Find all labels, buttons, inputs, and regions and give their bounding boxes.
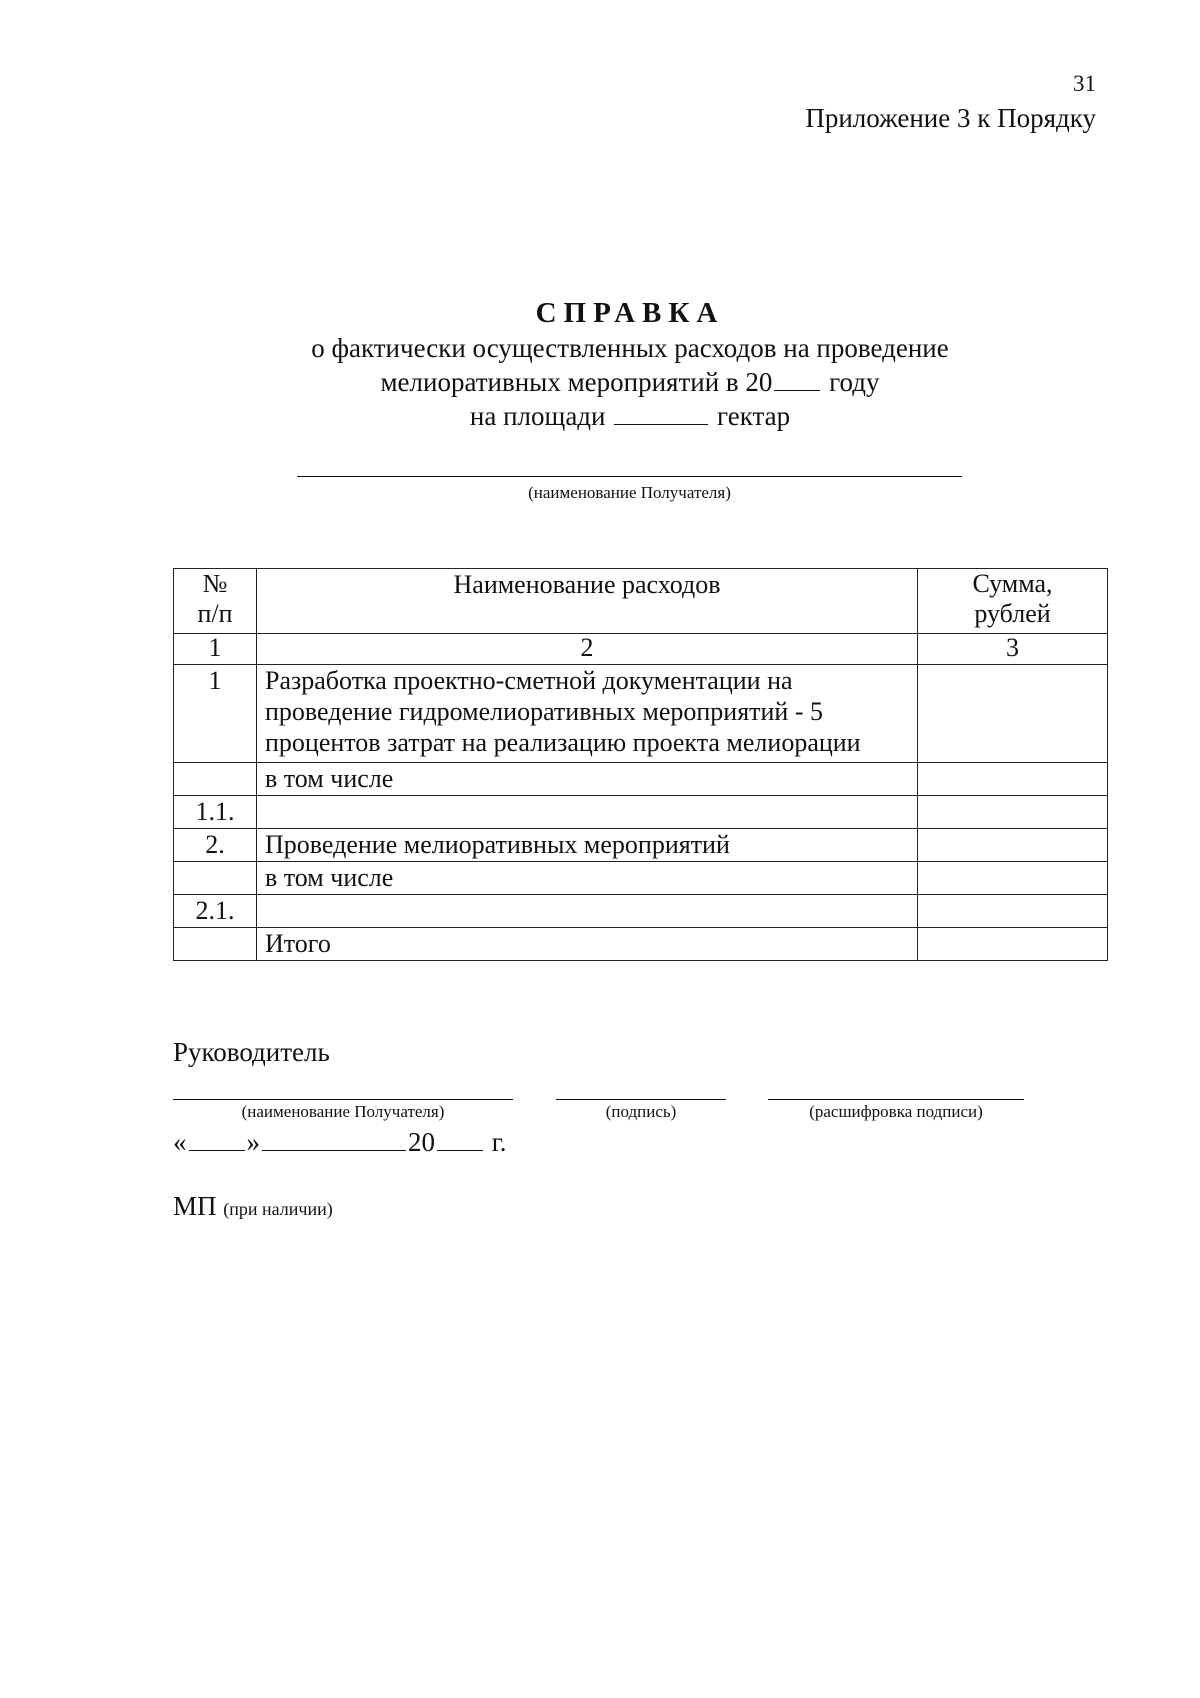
seal-note: (при наличии) <box>223 1199 333 1219</box>
header-number-symbol: № <box>202 569 228 598</box>
signature-decode-line[interactable] <box>768 1099 1024 1100</box>
appendix-reference: Приложение 3 к Порядку <box>805 103 1096 133</box>
header-number <box>174 569 257 634</box>
row-number <box>174 928 257 961</box>
row-sum-cell[interactable] <box>918 763 1108 796</box>
row-sum-cell[interactable] <box>918 895 1108 928</box>
subtitle-line-3 <box>0 400 1200 432</box>
recipient-name-line[interactable] <box>297 476 962 477</box>
table-row <box>174 829 1108 862</box>
subtitle-line-1: о фактически осуществленных расходов на проведение <box>311 333 949 363</box>
date-day-blank[interactable] <box>189 1128 245 1151</box>
column-index-3: 3 <box>918 634 1108 665</box>
header-sum <box>918 569 1108 634</box>
row-sum-cell[interactable] <box>918 829 1108 862</box>
subtitle-line-2 <box>0 366 1200 398</box>
document-title: СПРАВКА <box>535 297 725 329</box>
recipient-signature-name-line[interactable] <box>173 1099 513 1100</box>
subtitle-area-text: на площади <box>469 401 606 431</box>
table-row <box>174 796 1108 829</box>
row-sum-cell[interactable] <box>918 796 1108 829</box>
header-sum-unit: рублей <box>974 599 1051 628</box>
table-row <box>174 763 1108 796</box>
page-number: 31 <box>1073 71 1096 96</box>
row-number: 2.1. <box>174 895 257 928</box>
area-blank[interactable] <box>614 402 708 425</box>
subtitle-year-text: мелиоративных мероприятий в 20 <box>380 367 773 397</box>
table-header-row <box>174 569 1108 634</box>
row-sum-cell[interactable] <box>918 862 1108 895</box>
date-month-blank[interactable] <box>262 1128 406 1151</box>
row-expense-name: Разработка проектно-сметной документации на проведение гидромелиоративных мероприятий - 5 процентов затрат на реализацию проекта мелиорации <box>257 665 918 763</box>
row-expense-name[interactable] <box>257 895 918 928</box>
year-blank[interactable] <box>774 368 820 391</box>
row-expense-name: Итого <box>257 928 918 961</box>
subtitle-area-suffix: гектар <box>717 401 791 431</box>
signature-decode-caption: (расшифровка подписи) <box>809 1102 983 1121</box>
row-expense-name: в том числе <box>257 862 918 895</box>
row-expense-name[interactable] <box>257 796 918 829</box>
column-index-1: 1 <box>174 634 257 665</box>
column-index-2: 2 <box>257 634 918 665</box>
date-open-quote: « <box>173 1127 187 1157</box>
table-total-row <box>174 928 1108 961</box>
row-expense-name: Проведение мелиоративных мероприятий <box>257 829 918 862</box>
date-year-blank[interactable] <box>437 1128 483 1151</box>
seal-placeholder <box>173 1190 333 1225</box>
header-expense-name: Наименование расходов <box>257 569 918 634</box>
row-expense-name: в том числе <box>257 763 918 796</box>
subtitle-year-suffix: году <box>829 367 880 397</box>
column-index-row <box>174 634 1108 665</box>
seal-label: МП <box>173 1191 217 1221</box>
date-line <box>173 1126 507 1158</box>
date-close-quote: » <box>246 1127 260 1157</box>
table-row <box>174 895 1108 928</box>
header-number-abbr: п/п <box>197 599 233 628</box>
expenses-table <box>173 568 1108 961</box>
header-sum-label: Сумма, <box>972 569 1053 598</box>
table-row <box>174 665 1108 763</box>
recipient-caption: (наименование Получателя) <box>528 483 731 502</box>
date-year-prefix: 20 <box>408 1127 435 1157</box>
date-suffix: г. <box>491 1127 507 1157</box>
row-number <box>174 763 257 796</box>
signature-line[interactable] <box>556 1099 726 1100</box>
signature-name-caption: (наименование Получателя) <box>241 1102 445 1121</box>
signature-caption: (подпись) <box>605 1102 677 1121</box>
row-number: 1.1. <box>174 796 257 829</box>
head-label: Руководитель <box>173 1037 330 1067</box>
total-sum-cell[interactable] <box>918 928 1108 961</box>
row-number <box>174 862 257 895</box>
row-number: 1 <box>174 665 257 763</box>
row-number: 2. <box>174 829 257 862</box>
row-sum-cell[interactable] <box>918 665 1108 763</box>
table-row <box>174 862 1108 895</box>
